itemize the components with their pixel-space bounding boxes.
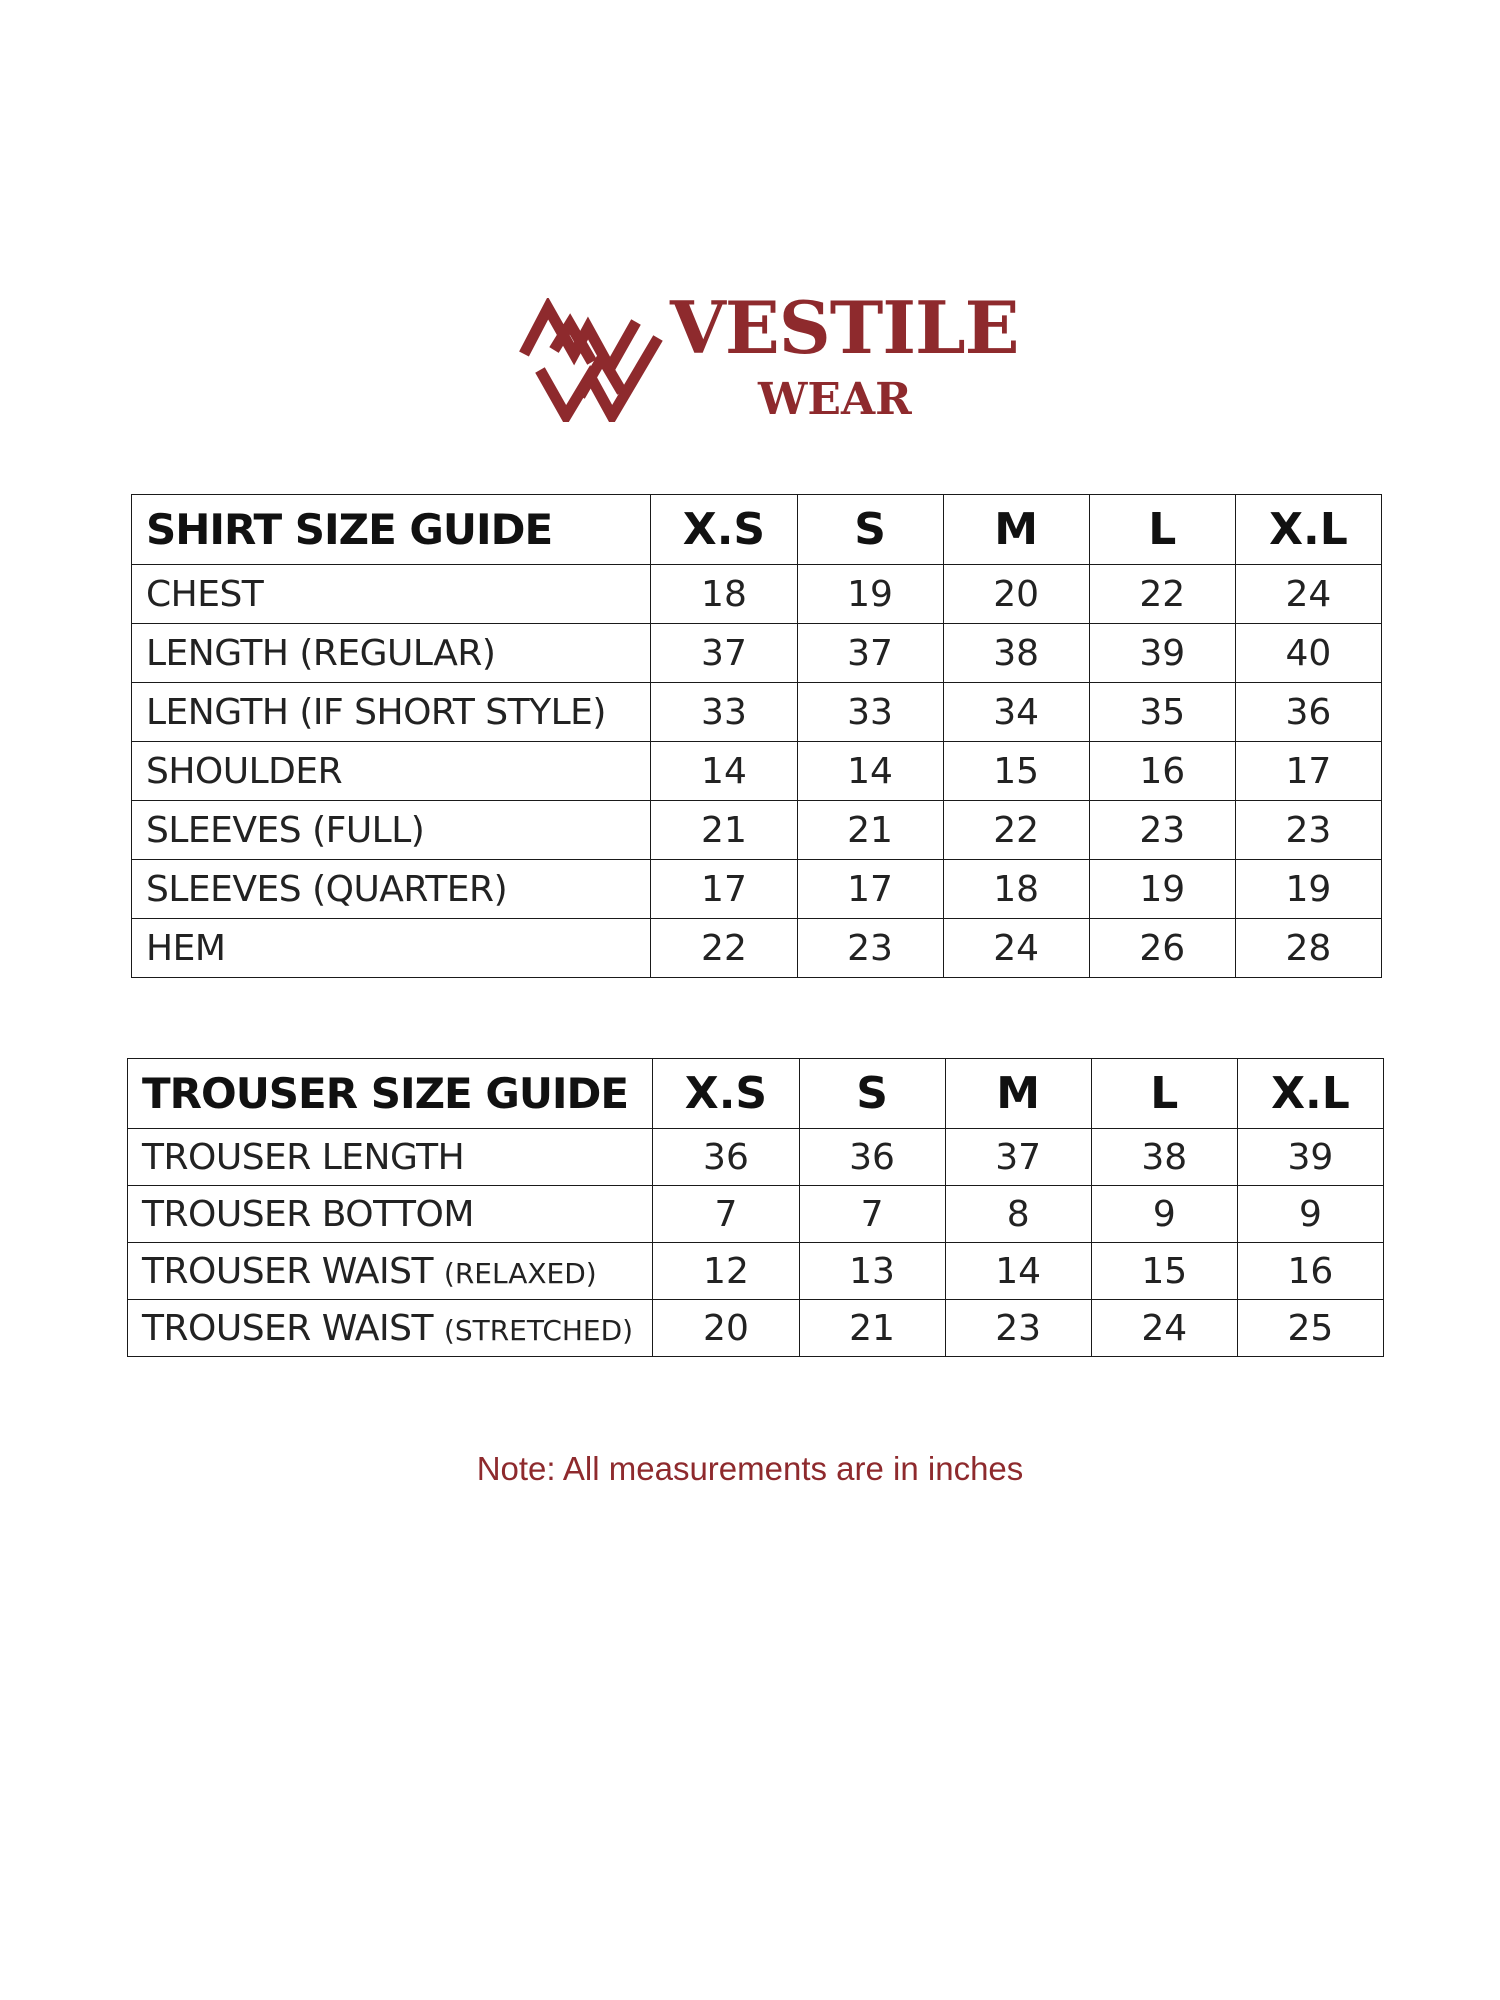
table-row — [128, 1243, 1384, 1300]
cell-value: 18 — [651, 565, 797, 624]
size-header-m: M — [945, 1059, 1091, 1129]
cell-value: 26 — [1089, 919, 1235, 978]
cell-value: 40 — [1235, 624, 1381, 683]
table-row — [128, 1129, 1384, 1186]
cell-value: 35 — [1089, 683, 1235, 742]
trouser-table-title: TROUSER SIZE GUIDE — [128, 1059, 653, 1129]
cell-value: 28 — [1235, 919, 1381, 978]
cell-value: 23 — [945, 1300, 1091, 1357]
cell-value: 38 — [1091, 1129, 1237, 1186]
table-row — [132, 742, 1382, 801]
vestile-monogram-icon — [518, 298, 666, 422]
table-row — [132, 919, 1382, 978]
cell-value: 24 — [1091, 1300, 1237, 1357]
row-label-text: TROUSER LENGTH — [142, 1136, 465, 1178]
table-row — [132, 801, 1382, 860]
row-label: SHOULDER — [132, 742, 651, 801]
brand-logo — [518, 285, 1019, 432]
cell-value: 7 — [799, 1186, 945, 1243]
table-row — [132, 624, 1382, 683]
cell-value: 36 — [799, 1129, 945, 1186]
cell-value: 19 — [1235, 860, 1381, 919]
cell-value: 17 — [651, 860, 797, 919]
size-header-xl: X.L — [1235, 495, 1381, 565]
cell-value: 15 — [943, 742, 1089, 801]
size-header-l: L — [1091, 1059, 1237, 1129]
cell-value: 22 — [943, 801, 1089, 860]
table-row — [132, 683, 1382, 742]
row-label — [128, 1186, 653, 1243]
row-label — [128, 1300, 653, 1357]
row-label-text: TROUSER WAIST — [142, 1250, 444, 1292]
cell-value: 7 — [653, 1186, 799, 1243]
table-header-row — [128, 1059, 1384, 1129]
cell-value: 19 — [797, 565, 943, 624]
cell-value: 33 — [651, 683, 797, 742]
table-row — [128, 1300, 1384, 1357]
size-header-xs: X.S — [651, 495, 797, 565]
cell-value: 23 — [797, 919, 943, 978]
cell-value: 36 — [653, 1129, 799, 1186]
size-header-l: L — [1089, 495, 1235, 565]
size-header-xl: X.L — [1237, 1059, 1383, 1129]
cell-value: 8 — [945, 1186, 1091, 1243]
brand-subname: WEAR — [758, 374, 912, 425]
cell-value: 24 — [1235, 565, 1381, 624]
cell-value: 37 — [651, 624, 797, 683]
cell-value: 16 — [1237, 1243, 1383, 1300]
table-row — [132, 565, 1382, 624]
row-label-text: TROUSER WAIST — [142, 1307, 444, 1349]
row-label: HEM — [132, 919, 651, 978]
cell-value: 39 — [1237, 1129, 1383, 1186]
cell-value: 33 — [797, 683, 943, 742]
cell-value: 25 — [1237, 1300, 1383, 1357]
cell-value: 14 — [945, 1243, 1091, 1300]
cell-value: 16 — [1089, 742, 1235, 801]
size-header-xs: X.S — [653, 1059, 799, 1129]
cell-value: 37 — [797, 624, 943, 683]
row-label — [128, 1129, 653, 1186]
measurement-note: Note: All measurements are in inches — [476, 1450, 1024, 1487]
cell-value: 9 — [1091, 1186, 1237, 1243]
cell-value: 21 — [651, 801, 797, 860]
cell-value: 22 — [1089, 565, 1235, 624]
row-label: CHEST — [132, 565, 651, 624]
trouser-size-table — [127, 1058, 1384, 1357]
cell-value: 23 — [1235, 801, 1381, 860]
cell-value: 19 — [1089, 860, 1235, 919]
row-label-text: TROUSER BOTTOM — [142, 1193, 474, 1235]
table-row — [132, 860, 1382, 919]
cell-value: 36 — [1235, 683, 1381, 742]
row-label — [128, 1243, 653, 1300]
cell-value: 39 — [1089, 624, 1235, 683]
row-label: LENGTH (REGULAR) — [132, 624, 651, 683]
cell-value: 13 — [799, 1243, 945, 1300]
cell-value: 20 — [943, 565, 1089, 624]
cell-value: 38 — [943, 624, 1089, 683]
row-label: SLEEVES (QUARTER) — [132, 860, 651, 919]
cell-value: 21 — [797, 801, 943, 860]
cell-value: 9 — [1237, 1186, 1383, 1243]
cell-value: 14 — [797, 742, 943, 801]
cell-value: 18 — [943, 860, 1089, 919]
cell-value: 15 — [1091, 1243, 1237, 1300]
shirt-table-title: SHIRT SIZE GUIDE — [132, 495, 651, 565]
cell-value: 17 — [1235, 742, 1381, 801]
shirt-size-table — [131, 494, 1382, 978]
cell-value: 23 — [1089, 801, 1235, 860]
size-header-s: S — [797, 495, 943, 565]
cell-value: 12 — [653, 1243, 799, 1300]
row-label: SLEEVES (FULL) — [132, 801, 651, 860]
row-label-qualifier: (STRETCHED) — [443, 1313, 634, 1347]
table-header-row — [132, 495, 1382, 565]
cell-value: 34 — [943, 683, 1089, 742]
brand-name: VESTILE — [670, 285, 1019, 370]
cell-value: 17 — [797, 860, 943, 919]
size-header-m: M — [943, 495, 1089, 565]
cell-value: 21 — [799, 1300, 945, 1357]
cell-value: 20 — [653, 1300, 799, 1357]
cell-value: 37 — [945, 1129, 1091, 1186]
cell-value: 22 — [651, 919, 797, 978]
size-header-s: S — [799, 1059, 945, 1129]
cell-value: 24 — [943, 919, 1089, 978]
table-row — [128, 1186, 1384, 1243]
row-label: LENGTH (IF SHORT STYLE) — [132, 683, 651, 742]
row-label-qualifier: (RELAXED) — [443, 1256, 597, 1290]
cell-value: 14 — [651, 742, 797, 801]
